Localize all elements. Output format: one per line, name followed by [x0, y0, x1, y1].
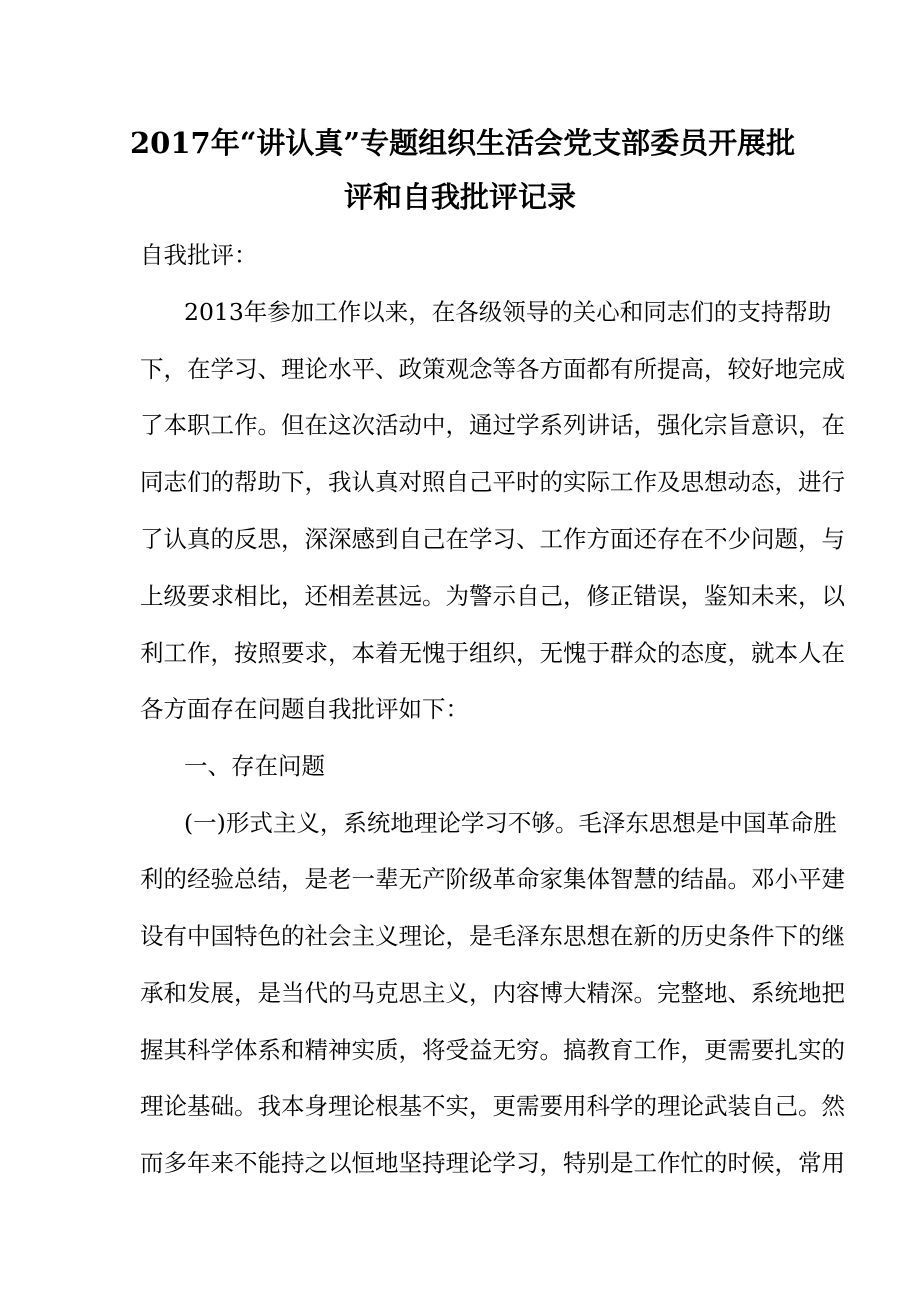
document-title-line-1: 2017年“讲认真”专题组织生活会党支部委员开展批: [130, 126, 796, 160]
paragraph-1-line: 利工作，按照要求，本着无愧于组织，无愧于群众的态度，就本人在: [140, 639, 845, 667]
section-label: 自我批评：: [140, 241, 258, 269]
paragraph-2-line: (一)形式主义，系统地理论学习不够。毛泽东思想是中国革命胜: [184, 809, 837, 837]
paragraph-1-line: 了认真的反思，深深感到自己在学习、工作方面还存在不少问题，与: [140, 525, 845, 553]
paragraph-1-line: 2013年参加工作以来，在各级领导的关心和同志们的支持帮助: [184, 298, 832, 326]
paragraph-2-line: 承和发展，是当代的马克思主义，内容博大精深。完整地、系统地把: [140, 979, 845, 1007]
paragraph-2-line: 设有中国特色的社会主义理论，是毛泽东思想在新的历史条件下的继: [140, 922, 845, 950]
paragraph-1-line: 下，在学习、理论水平、政策观念等各方面都有所提高，较好地完成: [140, 355, 845, 383]
paragraph-2-line: 理论基础。我本身理论根基不实，更需要用科学的理论武装自己。然: [140, 1092, 845, 1120]
paragraph-1-line: 同志们的帮助下，我认真对照自己平时的实际工作及思想动态，进行: [140, 468, 845, 496]
paragraph-1-line: 了本职工作。但在这次活动中，通过学系列讲话，强化宗旨意识，在: [140, 411, 845, 439]
section-heading: 一、存在问题: [184, 752, 325, 780]
document-title-line-2: 评和自我批评记录: [343, 180, 576, 214]
paragraph-1-line: 上级要求相比，还相差甚远。为警示自己，修正错误，鉴知未来，以: [140, 582, 845, 610]
paragraph-1-line: 各方面存在问题自我批评如下：: [140, 695, 469, 723]
paragraph-2-line: 握其科学体系和精神实质，将受益无穷。搞教育工作，更需要扎实的: [140, 1036, 845, 1064]
paragraph-2-line: 而多年来不能持之以恒地坚持理论学习，特别是工作忙的时候，常用: [140, 1149, 845, 1177]
paragraph-2-line: 利的经验总结，是老一辈无产阶级革命家集体智慧的结晶。邓小平建: [140, 865, 845, 893]
